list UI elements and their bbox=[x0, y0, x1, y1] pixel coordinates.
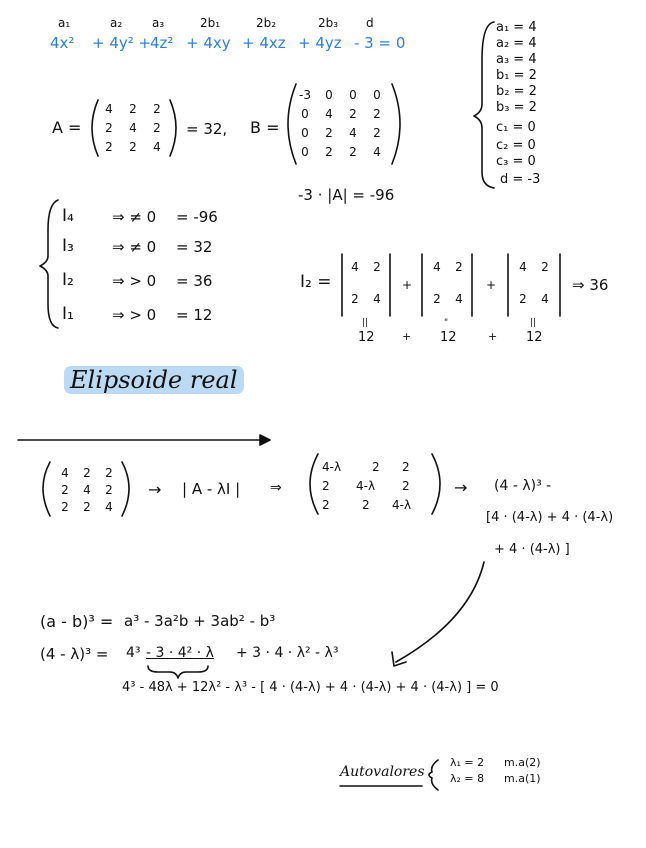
eigen-matrix-cell: 2 bbox=[61, 483, 69, 497]
equation-term: + 4xz bbox=[242, 34, 286, 52]
invariants-brace bbox=[40, 200, 58, 328]
minor-cell: 4 bbox=[541, 292, 549, 306]
lambda-matrix-left-paren bbox=[310, 454, 318, 514]
lambda-matrix-cell: 2 bbox=[402, 460, 410, 474]
eigenvalue-multiplicity: m.a(2) bbox=[504, 756, 541, 769]
invariant-value: = 12 bbox=[176, 306, 213, 324]
coefficient-item: a₂ = 4 bbox=[496, 36, 537, 51]
binomial-lhs: (a - b)³ = bbox=[40, 612, 114, 631]
eigen-matrix-cell: 2 bbox=[105, 483, 113, 497]
coef-label: a₂ bbox=[110, 16, 123, 30]
i2-under-plus: + bbox=[488, 330, 498, 343]
matrix-a-cell: 2 bbox=[105, 121, 113, 135]
eigenvalue-multiplicity: m.a(1) bbox=[504, 772, 541, 785]
matrix-b-cell: 2 bbox=[373, 126, 381, 140]
det-b: -3 · |A| = -96 bbox=[298, 186, 395, 204]
matrix-b-cell: 2 bbox=[349, 145, 357, 159]
eigenvalue: λ₂ = 8 bbox=[450, 772, 485, 785]
eigen-matrix-left-paren bbox=[43, 462, 50, 516]
matrix-a-left-paren bbox=[92, 100, 98, 156]
characteristic-det: | A - λI | bbox=[182, 480, 241, 498]
invariant-value: = 32 bbox=[176, 238, 213, 256]
minor-cell: 2 bbox=[541, 260, 549, 274]
lambda-matrix-right-paren bbox=[432, 454, 440, 514]
coef-label: 2b₃ bbox=[318, 16, 339, 30]
arrow-right-icon: → bbox=[148, 480, 162, 499]
i2-under-value: 12 bbox=[526, 330, 543, 345]
i2-under-mark: " bbox=[444, 318, 449, 328]
classification-highlight: Elipsoide real bbox=[64, 366, 244, 394]
coefficient-item: a₁ = 4 bbox=[496, 20, 537, 35]
lambda-matrix-cell: 2 bbox=[322, 479, 330, 493]
minor-cell: 2 bbox=[433, 292, 441, 306]
minor-cell: 4 bbox=[373, 292, 381, 306]
matrix-a-cell: 4 bbox=[129, 121, 137, 135]
lambda-matrix-cell: 4-λ bbox=[356, 479, 376, 493]
matrix-b-cell: 4 bbox=[325, 107, 333, 121]
equation-term: + 4y² + bbox=[92, 34, 152, 52]
invariant-name: I₄ bbox=[62, 206, 74, 226]
i2-label: I₂ = bbox=[300, 272, 332, 292]
characteristic-equation: 4³ - 48λ + 12λ² - λ³ - [ 4 · (4-λ) + 4 · (4-λ) + 4 · (4-λ) ] = 0 bbox=[122, 680, 499, 695]
coefficient-item: a₃ = 4 bbox=[496, 52, 537, 67]
coef-label: d bbox=[366, 16, 374, 30]
expansion-line: [4 · (4-λ) + 4 · (4-λ) bbox=[486, 510, 614, 525]
minor-cell: 2 bbox=[455, 260, 463, 274]
coefficient-item: b₁ = 2 bbox=[496, 68, 537, 83]
invariant-name: I₂ bbox=[62, 270, 74, 290]
eigen-matrix-right-paren bbox=[122, 462, 129, 516]
coefficient-item: b₃ = 2 bbox=[496, 100, 537, 115]
invariant-name: I₁ bbox=[62, 304, 74, 324]
matrix-b-cell: 4 bbox=[349, 126, 357, 140]
equation-term: 4z² bbox=[150, 34, 174, 52]
matrix-b-cell: 2 bbox=[373, 107, 381, 121]
i2-under-value: 12 bbox=[440, 330, 457, 345]
matrix-a-result: = 32, bbox=[186, 120, 228, 138]
eigen-matrix-cell: 2 bbox=[83, 466, 91, 480]
matrix-b-cell: -3 bbox=[299, 88, 311, 102]
equation-term: + 4xy bbox=[186, 34, 231, 52]
binomial-rhs: a³ - 3a²b + 3ab² - b³ bbox=[124, 612, 276, 630]
minor-cell: 2 bbox=[351, 292, 359, 306]
invariant-cond: ⇒ ≠ 0 bbox=[112, 238, 157, 256]
minor-cell: 2 bbox=[519, 292, 527, 306]
eigenvalues-label: Autovalores bbox=[340, 764, 425, 780]
eigenvalues-brace bbox=[429, 760, 438, 790]
eigenvalue: λ₁ = 2 bbox=[450, 756, 485, 769]
binomial-term-underlined: - 3 · 4² · λ bbox=[146, 645, 214, 661]
equation-term: 4x² bbox=[50, 34, 75, 52]
arrow-right-icon: → bbox=[454, 478, 468, 497]
coef-label: a₃ bbox=[152, 16, 165, 30]
matrix-b-cell: 0 bbox=[301, 145, 309, 159]
invariant-value: = -96 bbox=[176, 208, 218, 226]
i2-under-plus: + bbox=[402, 330, 412, 343]
coefficients-brace bbox=[474, 22, 494, 188]
invariant-name: I₃ bbox=[62, 236, 74, 256]
i2-under-mark: || bbox=[362, 318, 369, 328]
divider-arrow-head bbox=[260, 435, 270, 445]
matrix-b-cell: 0 bbox=[349, 88, 357, 102]
lambda-matrix-cell: 2 bbox=[322, 498, 330, 512]
minor-cell: 4 bbox=[455, 292, 463, 306]
curved-arrow-head bbox=[392, 652, 406, 666]
lambda-matrix-cell: 4-λ bbox=[392, 498, 412, 512]
matrix-a-right-paren bbox=[170, 100, 176, 156]
matrix-b-cell: 0 bbox=[373, 88, 381, 102]
invariant-value: = 36 bbox=[176, 272, 213, 290]
coefficient-item: c₃ = 0 bbox=[496, 154, 536, 169]
coefficient-item: c₂ = 0 bbox=[496, 138, 536, 153]
matrix-b-label: B = bbox=[250, 118, 280, 137]
minor-cell: 4 bbox=[433, 260, 441, 274]
matrix-b-right-paren bbox=[392, 84, 400, 164]
underbrace bbox=[148, 666, 208, 678]
matrix-b-cell: 0 bbox=[301, 126, 309, 140]
matrix-a-label: A = bbox=[52, 118, 82, 137]
coef-label: 2b₂ bbox=[256, 16, 277, 30]
matrix-b-cell: 4 bbox=[373, 145, 381, 159]
matrix-a-cell: 4 bbox=[105, 102, 113, 116]
binomial-term: + 3 · 4 · λ² - λ³ bbox=[236, 645, 339, 661]
eigen-matrix-cell: 2 bbox=[105, 466, 113, 480]
expansion-line: + 4 · (4-λ) ] bbox=[494, 542, 570, 557]
equation-term: + 4yz bbox=[298, 34, 342, 52]
matrix-b-cell: 2 bbox=[325, 145, 333, 159]
minor-cell: 4 bbox=[519, 260, 527, 274]
minor-cell: 4 bbox=[351, 260, 359, 274]
coefficient-item: b₂ = 2 bbox=[496, 84, 537, 99]
matrix-a-cell: 2 bbox=[129, 140, 137, 154]
invariant-cond: ⇒ > 0 bbox=[112, 306, 157, 324]
coefficient-item: d = -3 bbox=[500, 172, 541, 187]
matrix-b-cell: 0 bbox=[325, 88, 333, 102]
matrix-b-left-paren bbox=[288, 84, 296, 164]
i2-under-value: 12 bbox=[358, 330, 375, 345]
binomial-term: 4³ bbox=[126, 645, 141, 661]
coef-label: a₁ bbox=[58, 16, 71, 30]
curved-arrow bbox=[396, 562, 484, 662]
eigen-matrix-cell: 4 bbox=[105, 500, 113, 514]
matrix-a-cell: 2 bbox=[153, 102, 161, 116]
binomial-lhs: (4 - λ)³ = bbox=[40, 645, 109, 663]
matrix-a-cell: 2 bbox=[129, 102, 137, 116]
eigen-matrix-cell: 4 bbox=[61, 466, 69, 480]
matrix-b-cell: 0 bbox=[301, 107, 309, 121]
equation-term: - 3 = 0 bbox=[354, 34, 406, 52]
matrix-a-cell: 2 bbox=[105, 140, 113, 154]
invariant-cond: ⇒ > 0 bbox=[112, 272, 157, 290]
matrix-a-cell: 2 bbox=[153, 121, 161, 135]
i2-result: ⇒ 36 bbox=[572, 276, 609, 294]
lambda-matrix-cell: 2 bbox=[402, 479, 410, 493]
i2-under-mark: || bbox=[530, 318, 537, 328]
lambda-matrix-cell: 4-λ bbox=[322, 460, 342, 474]
minor-cell: 2 bbox=[373, 260, 381, 274]
coef-label: 2b₁ bbox=[200, 16, 221, 30]
matrix-b-cell: 2 bbox=[349, 107, 357, 121]
matrix-a-cell: 4 bbox=[153, 140, 161, 154]
invariant-cond: ⇒ ≠ 0 bbox=[112, 208, 157, 226]
matrix-b-cell: 2 bbox=[325, 126, 333, 140]
implies-icon: ⇒ bbox=[270, 480, 282, 496]
eigen-matrix-cell: 4 bbox=[83, 483, 91, 497]
i2-plus: + bbox=[402, 278, 413, 292]
lambda-matrix-cell: 2 bbox=[372, 460, 380, 474]
expansion-line: (4 - λ)³ - bbox=[494, 478, 552, 494]
lambda-matrix-cell: 2 bbox=[362, 498, 370, 512]
eigen-matrix-cell: 2 bbox=[83, 500, 91, 514]
eigen-matrix-cell: 2 bbox=[61, 500, 69, 514]
coefficient-item: c₁ = 0 bbox=[496, 120, 536, 135]
i2-plus: + bbox=[486, 278, 497, 292]
